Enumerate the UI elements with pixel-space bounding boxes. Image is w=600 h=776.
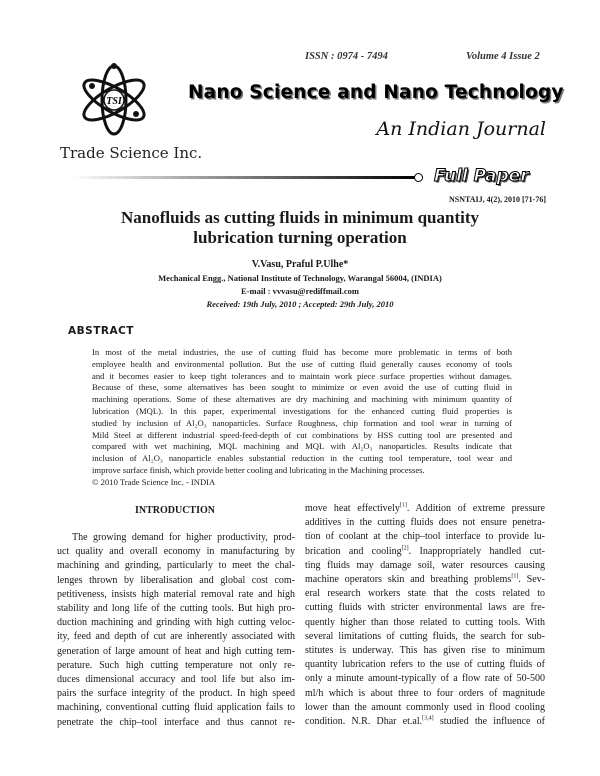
- text-line: stitutes is underway. This has given rise to minimum: [305, 645, 545, 657]
- text-line: pairs the surface integrity of the product. In high speed: [57, 688, 295, 700]
- text-line: perature. Such high cutting temperature not only re-: [57, 659, 295, 671]
- text-line: lower than the amount commonly used in flood cooling: [305, 701, 545, 713]
- affiliation: Mechanical Engg., National Institute of Technology, Warangal 56004, (INDIA): [158, 273, 442, 283]
- text-line: inclusion of Al₂O₃ nanoparticle enables substantial reduction in the cutting tool temperature, tool wear and: [92, 453, 512, 464]
- tsi-atom-logo-icon: [78, 62, 150, 138]
- abstract-body: [92, 347, 512, 489]
- journal-title: Nano Science and Nano Technology: [188, 82, 564, 103]
- text-line: penetrate the chip–tool interface and thus cannot re-: [57, 716, 295, 728]
- reference-citation: [1]: [511, 573, 519, 580]
- text-line: machining, conventional cutting fluid application fails to: [57, 702, 295, 714]
- title-line: lubrication turning operation: [193, 228, 407, 247]
- text-line: machining operations. Some of these alternatives are dry machining and machining with minimum quantity of: [92, 394, 512, 405]
- text-line: machining and grinding, particularly to meet the chal-: [57, 560, 295, 572]
- text-line: lubrication (MQL). In this paper, experimental investigations for the enhanced cutting fluid properties is: [92, 405, 512, 416]
- text-line: cutting fluids with stricter environmental laws are fre-: [305, 602, 545, 614]
- right-column: [305, 502, 545, 729]
- paper-title: [60, 208, 540, 248]
- paper-type: Full Paper: [434, 166, 529, 186]
- text-line: quantity lubrication refers to the use of cutting fluids of: [305, 659, 545, 671]
- text-line: lenges thrown by liberalisation and global cost com-: [57, 574, 295, 586]
- text-line: studied by inclusion of Al₂O₃ nanoparticles. Surface Roughness, chip formation and tool wear in turning of: [92, 417, 512, 428]
- rule-end-dot: [414, 173, 423, 182]
- text-line: duces dimensional accuracy and tool life but also im-: [57, 674, 295, 686]
- text-line: In most of the metal industries, the use of cutting fluid has become more problematic in terms of both: [92, 347, 512, 357]
- reference-citation: [2]: [401, 545, 409, 552]
- text-line: condition. N.R. Dhar et.al.[3,4] studied the influence of: [305, 715, 545, 728]
- text-line: The growing demand for higher productivity, prod-: [57, 532, 295, 543]
- issn: ISSN : 0974 - 7494: [305, 51, 388, 62]
- text-line: additives in the cutting fluids does not ensure penetra-: [305, 517, 545, 529]
- introduction-heading: INTRODUCTION: [134, 505, 215, 516]
- text-line: petitiveness, insists high material removal rate and high: [57, 588, 295, 600]
- reference-citation: [3,4]: [422, 715, 434, 722]
- left-column: [57, 531, 295, 730]
- text-line: duction machining and grinding with high cutting veloc-: [57, 617, 295, 629]
- header-rule: [70, 176, 415, 179]
- text-line: several limitations of cutting fluids, the search for sub-: [305, 630, 545, 642]
- text-line: improve surface finish, which provide better cooling and lubricating in the Machining processes.: [92, 464, 425, 475]
- citation: NSNTAIJ, 4(2), 2010 [71-76]: [449, 195, 546, 204]
- text-line: brication and cooling[2]. Inappropriately handled cut-: [305, 545, 546, 557]
- text-line: stability and long life of the cutting tools. But high pro-: [57, 603, 295, 615]
- email: E-mail : vvvasu@rediffmail.com: [241, 286, 359, 296]
- volume-issue: Volume 4 Issue 2: [466, 51, 540, 62]
- text-line: Because of these, some alternatives has been sought to minimize or even avoid the use of cutting fluid in: [92, 382, 512, 393]
- text-line: employee health and environmental pollution. But the use of cutting fluid generally causes economy of tools: [92, 358, 512, 369]
- text-line: and it becomes easier to keep tight tolerances and to maintain work piece surface properties without damages.: [92, 370, 512, 381]
- publisher-name: Trade Science Inc.: [60, 144, 203, 162]
- text-line: compared with wet machining, MQL machining and MQL with Al₂O₃ nanoparticles. Results indicate that: [92, 441, 512, 452]
- journal-subtitle: An Indian Journal: [376, 118, 546, 140]
- authors: V.Vasu, Praful P.Ulhe*: [251, 259, 349, 270]
- text-line: tion of coolant at the chip–tool interface to provide lu-: [305, 531, 545, 543]
- text-line: quently higher than those related to cutting tools. With: [305, 616, 545, 628]
- text-line: eral research workers state that the costs related to: [305, 588, 545, 600]
- text-line: ml/h which is about three to four orders of magnitude: [305, 687, 545, 699]
- text-line: ting fluids may damage soil, water resources causing: [305, 559, 545, 571]
- text-line: machine operators skin and breathing problems[1]. Sev-: [305, 573, 545, 586]
- text-line: uct quality and overall economy in manufacturing by: [57, 546, 295, 558]
- abstract-heading: ABSTRACT: [68, 325, 134, 337]
- text-line: Mild Steel at different industrial speed-feed-depth of cut combinations by HSS cutting tool are presented and: [92, 429, 512, 440]
- received-dates: Received: 19th July, 2010 ; Accepted: 29th July, 2010: [206, 299, 394, 309]
- text-line: © 2010 Trade Science Inc. - INDIA: [92, 476, 216, 487]
- reference-citation: [1]: [399, 502, 407, 509]
- text-line: ity, feed and depth of cut are inherently associated with: [57, 631, 295, 643]
- text-line: only a minute amount-typically of a flow rate of 50-500: [305, 673, 545, 685]
- text-line: move heat effectively[1]. Addition of extreme pressure: [305, 502, 545, 514]
- text-line: generation of large amount of heat and high cutting tem-: [57, 645, 295, 657]
- logo-text: TSI: [106, 96, 122, 107]
- title-line: Nanofluids as cutting fluids in minimum quantity: [120, 208, 480, 227]
